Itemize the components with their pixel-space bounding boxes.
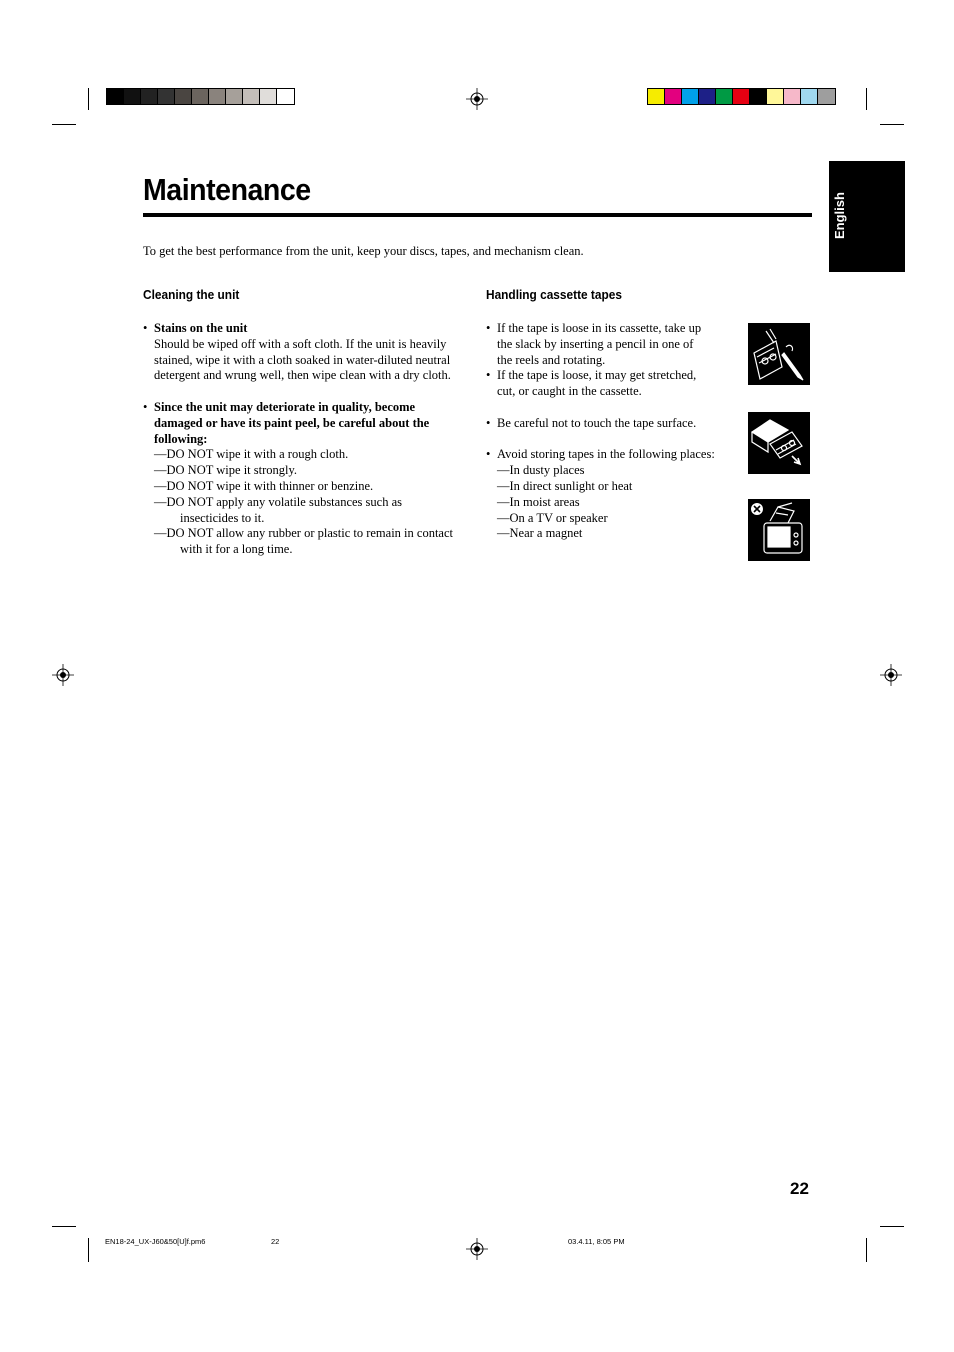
dont-item: —DO NOT allow any rubber or plastic to remain in contact with it for a long time. bbox=[154, 526, 453, 557]
crop-mark bbox=[88, 1238, 89, 1262]
bullet-icon: • bbox=[486, 447, 491, 462]
color-swatch bbox=[124, 89, 141, 104]
language-tab-label: English bbox=[832, 192, 847, 239]
bullet-icon: • bbox=[486, 368, 491, 383]
text-line: Be careful not to touch the tape surface. bbox=[497, 415, 697, 430]
color-swatch bbox=[277, 89, 294, 104]
registration-mark-icon bbox=[466, 1238, 488, 1260]
place-item: —In direct sunlight or heat bbox=[497, 478, 633, 493]
bullet-icon: • bbox=[143, 399, 148, 414]
crop-mark bbox=[880, 124, 904, 125]
place-item: —In dusty places bbox=[497, 463, 585, 478]
section-heading-cassette: Handling cassette tapes bbox=[486, 288, 622, 302]
color-swatch bbox=[784, 89, 801, 104]
cleaning-section bbox=[143, 321, 473, 558]
color-swatch bbox=[192, 89, 209, 104]
cassette-touch-icon bbox=[748, 412, 810, 474]
color-swatch bbox=[767, 89, 784, 104]
list-item bbox=[143, 400, 473, 558]
cassette-storage-warning-icon bbox=[748, 499, 810, 561]
list-item bbox=[486, 416, 736, 432]
registration-mark-icon bbox=[466, 88, 488, 110]
text-line: cut, or caught in the cassette. bbox=[497, 384, 642, 399]
text-line: Should be wiped off with a soft cloth. If the unit is heavily bbox=[154, 336, 447, 351]
registration-mark-icon bbox=[52, 664, 74, 686]
color-swatch bbox=[699, 89, 716, 104]
color-swatch bbox=[716, 89, 733, 104]
bullet-title: damaged or have its paint peel, be careful about the bbox=[154, 415, 430, 430]
text-line: the slack by inserting a pencil in one of bbox=[497, 336, 694, 351]
page-number: 22 bbox=[790, 1179, 809, 1198]
cassette-section bbox=[486, 321, 736, 542]
dont-item: —DO NOT apply any volatile substances such as insecticides to it. bbox=[154, 494, 402, 525]
text-line: If the tape is loose in its cassette, take up bbox=[497, 321, 702, 335]
place-item: —Near a magnet bbox=[497, 526, 583, 541]
bullet-title: following: bbox=[154, 431, 208, 446]
bullet-icon: • bbox=[486, 321, 491, 335]
color-swatch bbox=[158, 89, 175, 104]
color-swatch bbox=[243, 89, 260, 104]
list-item bbox=[143, 321, 473, 384]
color-swatch bbox=[648, 89, 665, 104]
footer-timestamp: 03.4.11, 8:05 PM bbox=[568, 1237, 625, 1246]
bullet-icon: • bbox=[486, 415, 491, 430]
crop-mark bbox=[52, 1226, 76, 1227]
text-line: the reels and rotating. bbox=[497, 352, 606, 367]
dont-item: —DO NOT wipe it with thinner or benzine. bbox=[154, 478, 374, 493]
spacer bbox=[486, 400, 736, 416]
dont-item: —DO NOT wipe it strongly. bbox=[154, 463, 298, 478]
page-title: Maintenance bbox=[143, 172, 311, 207]
bullet-title: Stains on the unit bbox=[154, 321, 248, 335]
footer-file-page: 22 bbox=[271, 1237, 280, 1246]
text-line: Avoid storing tapes in the following places: bbox=[497, 447, 715, 462]
gray-swatch-bar bbox=[106, 88, 295, 105]
registration-mark-icon bbox=[880, 664, 902, 686]
crop-mark bbox=[866, 1238, 867, 1262]
place-item: —In moist areas bbox=[497, 494, 580, 509]
cassette-pencil-icon bbox=[748, 323, 810, 385]
color-swatch bbox=[801, 89, 818, 104]
color-swatch bbox=[818, 89, 835, 104]
place-item: —On a TV or speaker bbox=[497, 510, 608, 525]
crop-mark bbox=[52, 124, 76, 125]
list-item bbox=[486, 368, 736, 400]
text-line: If the tape is loose, it may get stretched, bbox=[497, 368, 697, 383]
spacer bbox=[143, 384, 473, 400]
title-rule bbox=[143, 213, 812, 217]
text-line: detergent and wrung well, then wipe clean with a dry cloth. bbox=[154, 368, 451, 383]
intro-text: To get the best performance from the unit, keep your discs, tapes, and mechanism clean. bbox=[143, 244, 584, 258]
crop-mark bbox=[88, 88, 89, 110]
color-swatch bbox=[682, 89, 699, 104]
footer-file-name: EN18-24_UX-J60&50[U]f.pm6 bbox=[105, 1237, 206, 1246]
crop-mark bbox=[880, 1226, 904, 1227]
color-swatch bbox=[209, 89, 226, 104]
section-heading-cleaning: Cleaning the unit bbox=[143, 288, 240, 302]
color-swatch bbox=[750, 89, 767, 104]
dont-item: —DO NOT wipe it with a rough cloth. bbox=[154, 447, 349, 462]
crop-mark bbox=[866, 88, 867, 110]
list-item bbox=[486, 321, 736, 368]
color-swatch bbox=[733, 89, 750, 104]
text-line: stained, wipe it with a cloth soaked in water-diluted neutral bbox=[154, 352, 451, 367]
color-swatch bbox=[141, 89, 158, 104]
color-swatch bbox=[226, 89, 243, 104]
list-item bbox=[486, 447, 736, 542]
color-swatch bbox=[175, 89, 192, 104]
bullet-title: Since the unit may deteriorate in quality, become bbox=[154, 399, 416, 414]
language-tab bbox=[829, 161, 905, 272]
spacer bbox=[486, 432, 736, 448]
color-swatch bbox=[107, 89, 124, 104]
bullet-icon: • bbox=[143, 321, 148, 335]
color-swatch bbox=[260, 89, 277, 104]
color-swatch-bar bbox=[647, 88, 836, 105]
color-swatch bbox=[665, 89, 682, 104]
